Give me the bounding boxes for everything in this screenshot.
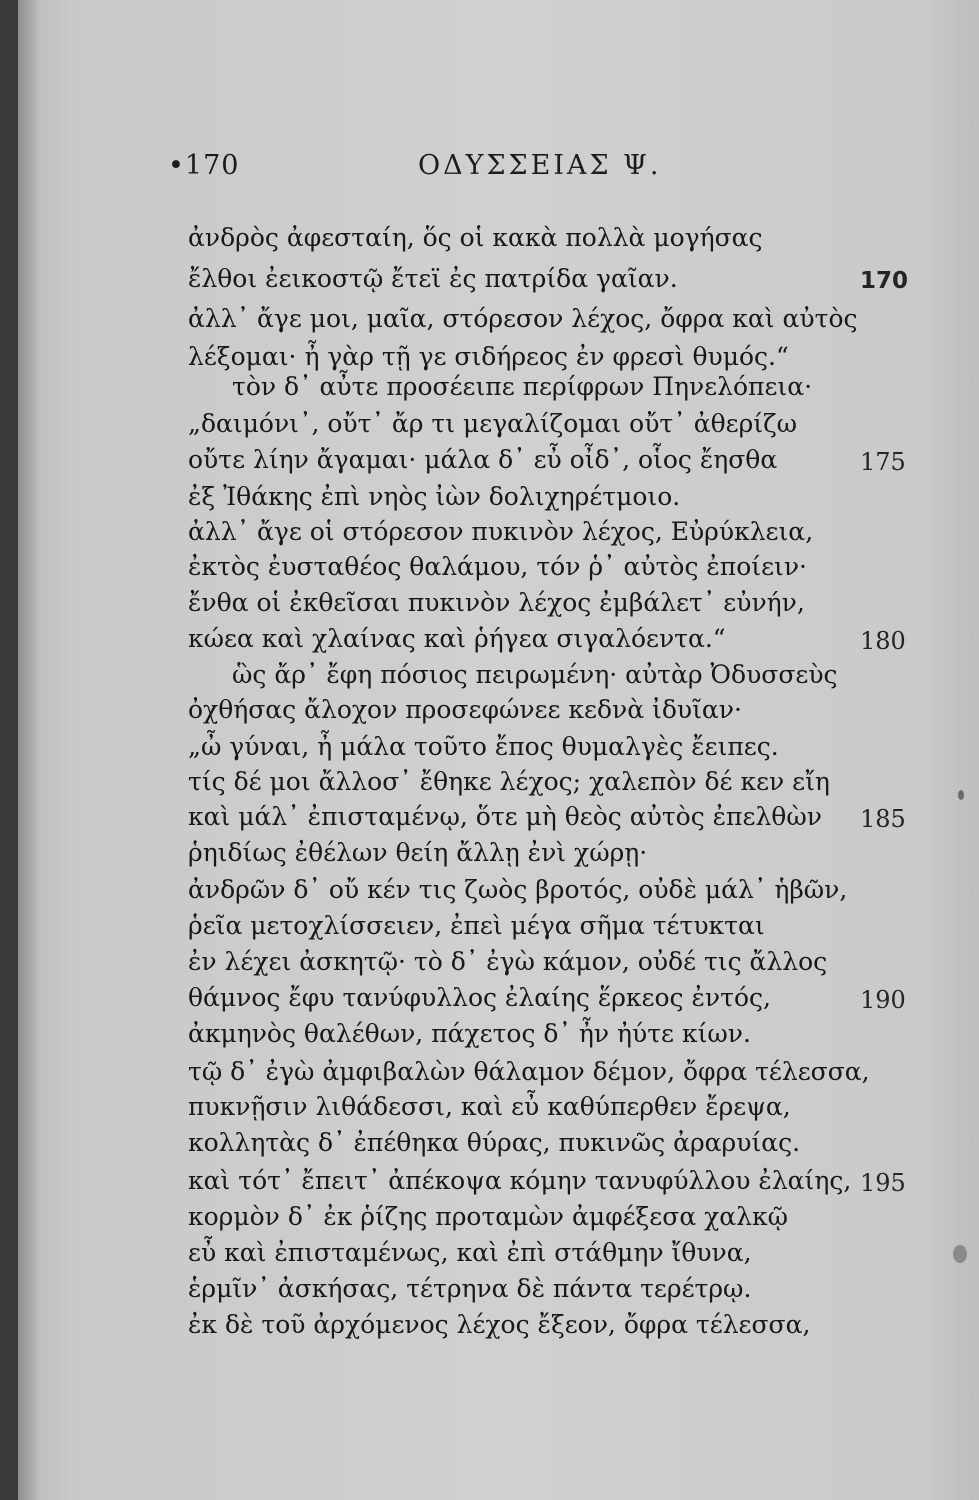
verse-line: ἐξ Ἰθάκης ἐπὶ νηὸς ἰὼν δολιχηρέτμοιο. [188,482,681,511]
line-number: 180 [860,627,906,655]
verse-block [18,0,979,1500]
verse-line: κώεα καὶ χλαίνας καὶ ῥήγεα σιγαλόεντα.“ [188,624,726,653]
verse-line: καὶ τότ᾽ ἔπειτ᾽ ἀπέκοψα κόμην τανυφύλλου ἐλαίης, [188,1166,852,1195]
verse-line: „δαιμόνι᾽, οὔτ᾽ ἄρ τι μεγαλίζομαι οὔτ᾽ ἀθερίζω [188,409,798,438]
line-number: 175 [860,448,906,476]
verse-line: κολλητὰς δ᾽ ἐπέθηκα θύρας, πυκινῶς ἀραρυίας. [188,1128,801,1157]
line-number: 190 [860,986,906,1014]
line-number: 170 [860,268,909,294]
verse-line: τῷ δ᾽ ἐγὼ ἀμφιβαλὼν θάλαμον δέμον, ὄφρα τέλεσσα, [188,1057,870,1086]
paper-speck [958,790,964,800]
verse-line: ἀκμηνὸς θαλέθων, πάχετος δ᾽ ἦν ἠύτε κίων. [188,1019,751,1048]
page-number: •170 [168,150,240,181]
verse-line: τὸν δ᾽ αὖτε προσέειπε περίφρων Πηνελόπεια· [232,372,813,401]
verse-line: ἔλθοι ἐεικοστῷ ἔτεϊ ἐς πατρίδα γαῖαν. [188,264,678,293]
verse-line: ἔνθα οἱ ἐκθεῖσαι πυκινὸν λέχος ἐμβάλετ᾽ εὐνήν, [188,588,805,617]
verse-line: ἐκ δὲ τοῦ ἀρχόμενος λέχος ἔξεον, ὄφρα τέλεσσα, [188,1310,811,1339]
verse-line: ἑρμῖν᾽ ἀσκήσας, τέτρηνα δὲ πάντα τερέτρῳ. [188,1274,752,1303]
verse-line: καὶ μάλ᾽ ἐπισταμένῳ, ὅτε μὴ θεὸς αὐτὸς ἐπελθὼν [188,802,822,831]
verse-line: θάμνος ἔφυ τανύφυλλος ἐλαίης ἕρκεος ἐντός, [188,983,771,1012]
verse-line: ὣς ἄρ᾽ ἔφη πόσιος πειρωμένη· αὐτὰρ Ὀδυσσεὺς [232,660,838,689]
verse-line: οὔτε λίην ἄγαμαι· μάλα δ᾽ εὖ οἶδ᾽, οἷος ἔησθα [188,445,778,474]
verse-line: κορμὸν δ᾽ ἐκ ῥίζης προταμὼν ἀμφέξεσα χαλκῷ [188,1202,789,1231]
verse-line: ῥηιδίως ἐθέλων θείη ἄλλῃ ἐνὶ χώρῃ· [188,838,648,867]
book-page [18,0,979,1500]
verse-line: ἐκτὸς ἐυσταθέος θαλάμου, τόν ῥ᾽ αὐτὸς ἐποίειν· [188,552,807,581]
verse-line: „ὦ γύναι, ἦ μάλα τοῦτο ἔπος θυμαλγὲς ἔειπες. [188,732,779,761]
verse-line: ἀνδρῶν δ᾽ οὔ κέν τις ζωὸς βροτός, οὐδὲ μάλ᾽ ἡβῶν, [188,875,848,904]
verse-line: ἀλλ᾽ ἄγε οἱ στόρεσον πυκινὸν λέχος, Εὐρύκλεια, [188,517,814,546]
line-number: 185 [860,805,906,833]
verse-line: τίς δέ μοι ἄλλοσ᾽ ἔθηκε λέχος; χαλεπὸν δέ κεν εἴη [188,767,830,796]
verse-line: εὖ καὶ ἐπισταμένως, καὶ ἐπὶ στάθμην ἴθυνα, [188,1238,752,1267]
verse-line: ἀνδρὸς ἀφεσταίη, ὅς οἱ κακὰ πολλὰ μογήσας [188,223,763,252]
verse-line: πυκνῇσιν λιθάδεσσι, καὶ εὖ καθύπερθεν ἔρεψα, [188,1092,791,1121]
verse-line: ἐν λέχει ἀσκητῷ· τὸ δ᾽ ἐγὼ κάμον, οὐδέ τις ἄλλος [188,947,828,976]
paper-speck [953,1245,967,1263]
line-number: 195 [860,1169,906,1197]
running-title: ΟΔΥΣΣΕΙΑΣ Ψ. [418,150,662,181]
verse-line: ὀχθήσας ἄλοχον προσεφώνεε κεδνὰ ἰδυῖαν· [188,695,742,724]
verse-line: λέξομαι· ἦ γὰρ τῇ γε σιδήρεος ἐν φρεσὶ θυμός.“ [188,342,789,371]
verse-line: ῥεῖα μετοχλίσσειεν, ἐπεὶ μέγα σῆμα τέτυκται [188,911,765,940]
verse-line: ἀλλ᾽ ἄγε μοι, μαῖα, στόρεσον λέχος, ὄφρα καὶ αὐτὸς [188,304,858,333]
